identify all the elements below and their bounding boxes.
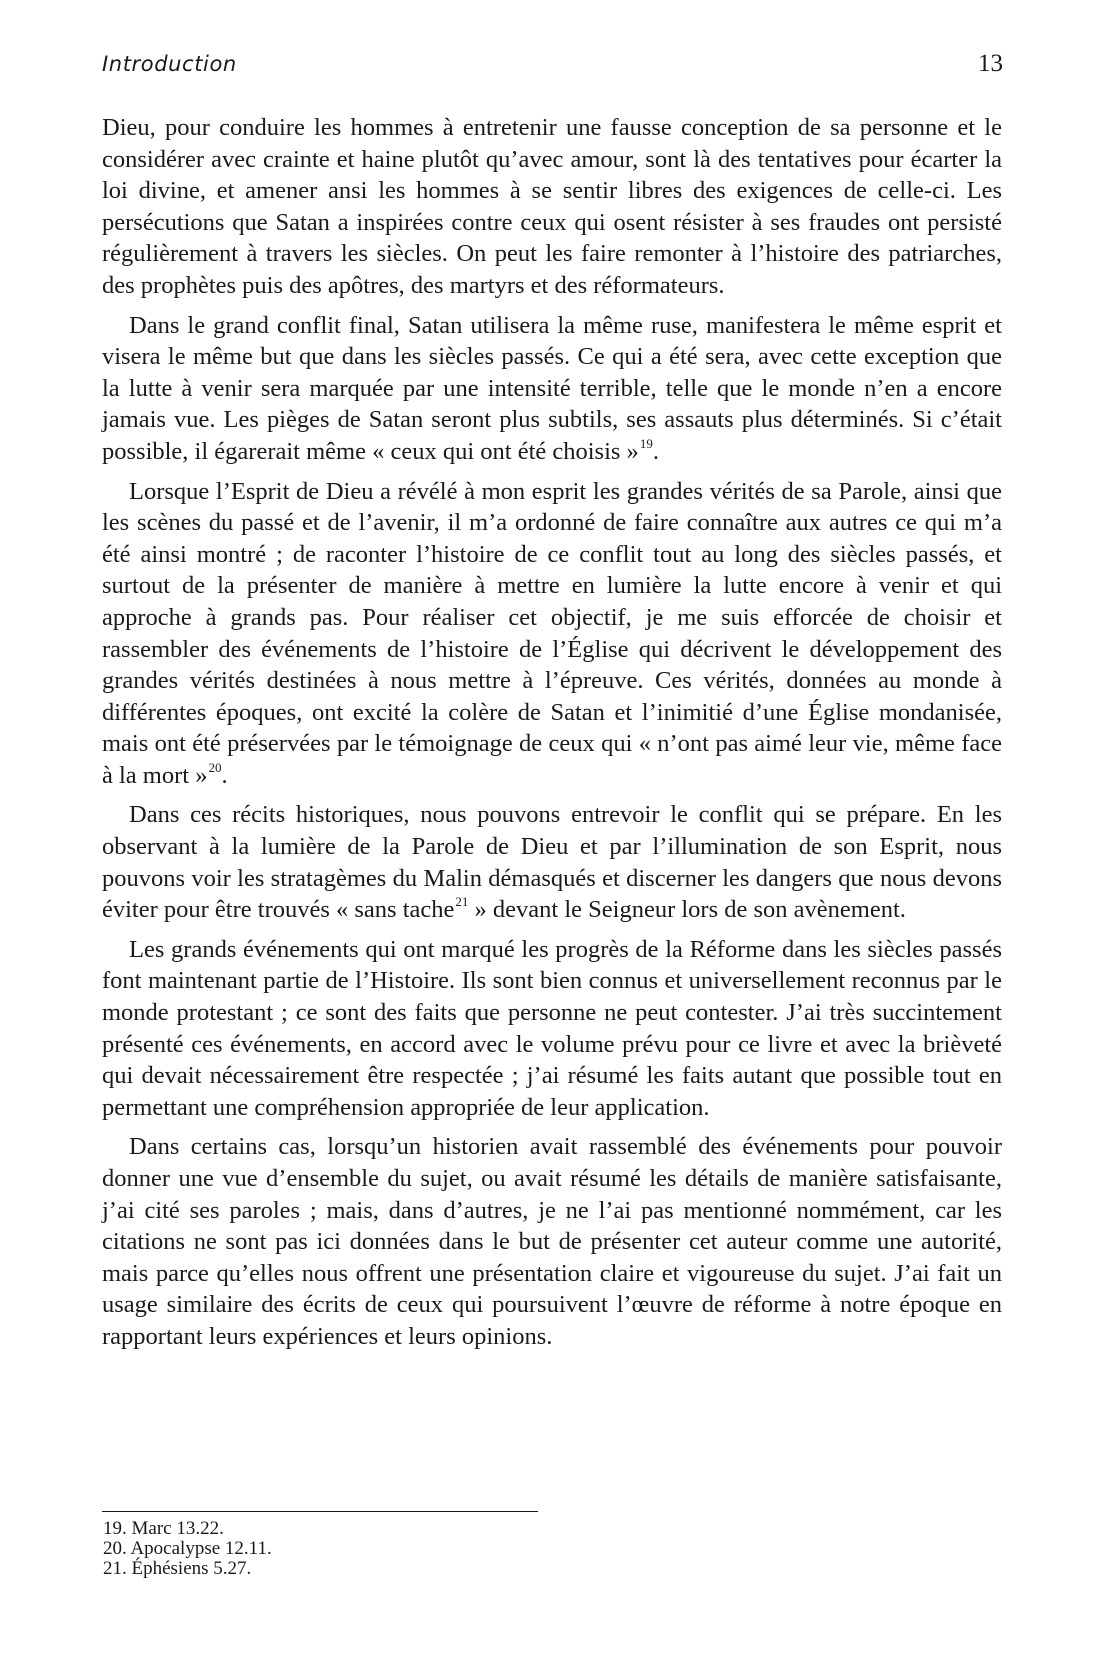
footnote-reference[interactable]: 21 bbox=[455, 894, 469, 910]
paragraph-text: » devant le Seigneur lors de son avènement. bbox=[468, 896, 906, 924]
body-text bbox=[102, 112, 1002, 1361]
paragraph-text: . bbox=[652, 437, 659, 465]
paragraph-text: . bbox=[221, 761, 228, 789]
footnote: 21. Éphésiens 5.27. bbox=[103, 1558, 252, 1579]
footnote-reference[interactable]: 20 bbox=[208, 759, 222, 775]
paragraph-text: Dans ces récits historiques, nous pouvons entrevoir le conflit qui se prépare. En les observant à la lumière de la Parole de Dieu et par l’illumination de son Esprit, nous pouvons voir les stratagèmes du Malin démasqués et discerner les dangers que nous devons éviter pour être trouvés « sans tache bbox=[102, 801, 1002, 924]
page-number: 13 bbox=[978, 50, 1003, 77]
paragraph-text: Dans certains cas, lorsqu’un historien avait rassemblé des événements pour pouvoir donner une vue d’ensemble du sujet, ou avait résumé les détails de manière satisfaisante, j’ai cité ses paroles ; mais, dans d’autres, je ne l’ai pas mentionné nommément, car les citations ne sont pas ici données dans le but de présenter cet auteur comme une autorité, mais parce qu’elles nous offrent une présentation claire et vigoureuse du sujet. J’ai fait un usage similaire des écrits de ceux qui poursuivent l’œuvre de réforme à notre époque en rapportant leurs expériences et leurs opinions. bbox=[102, 1133, 1002, 1350]
footnote: 19. Marc 13.22. bbox=[103, 1518, 224, 1539]
paragraph bbox=[102, 934, 1002, 1124]
section-title: Introduction bbox=[102, 52, 237, 76]
running-header bbox=[102, 50, 1003, 82]
footnote: 20. Apocalypse 12.11. bbox=[103, 1538, 272, 1559]
footnote-reference[interactable]: 19 bbox=[639, 435, 653, 451]
paragraph bbox=[102, 112, 1002, 302]
paragraph-text: Dans le grand conflit final, Satan utilisera la même ruse, manifestera le même esprit et visera le même but que dans les siècles passés. Ce qui a été sera, avec cette exception que la lutte à venir sera marquée par une intensité terrible, telle que le monde n’en a encore jamais vue. Les pièges de Satan seront plus subtils, ses assauts plus déterminés. Si c’était possible, il égarerait même « ceux qui ont été choisis » bbox=[102, 311, 1002, 465]
paragraph bbox=[102, 476, 1002, 792]
paragraph-text: Dieu, pour conduire les hommes à entretenir une fausse conception de sa personne et le considérer avec crainte et haine plutôt qu’avec amour, sont là des tentatives pour écarter la loi divine, et amener ansi les hommes à se sentir libres des exigences de celle-ci. Les persécutions que Satan a inspirées contre ceux qui osent résister à ses fraudes ont persisté régulièrement à travers les siècles. On peut les faire remonter à l’histoire des patriarches, des prophètes puis des apôtres, des martyrs et des réformateurs. bbox=[102, 114, 1002, 299]
footnotes bbox=[103, 1519, 703, 1579]
paragraph-text: Les grands événements qui ont marqué les progrès de la Réforme dans les siècles passés font maintenant partie de l’Histoire. Ils sont bien connus et universellement reconnus par le monde protestant ; ce sont des faits que personne ne peut contester. J’ai très succintement présenté ces événements, en accord avec le volume prévu pour ce livre et avec la brièveté qui devait nécessairement être respectée ; j’ai résumé les faits autant que possible tout en permettant une compréhension appropriée de leur application. bbox=[102, 935, 1002, 1121]
paragraph bbox=[102, 1131, 1002, 1352]
footnote-divider bbox=[102, 1511, 538, 1512]
paragraph bbox=[102, 310, 1002, 468]
paragraph-text: Lorsque l’Esprit de Dieu a révélé à mon esprit les grandes vérités de sa Parole, ainsi que les scènes du passé et de l’avenir, il m’a ordonné de faire connaître aux autres ce qui m’a été ainsi montré ; de raconter l’histoire de ce conflit tout au long des siècles passés, et surtout de la présenter de manière à mettre en lumière la lutte encore à venir et qui approche à grands pas. Pour réaliser cet objectif, je me suis efforcée de choisir et rassembler des événements de l’histoire de l’Église qui décrivent le développement des grandes vérités destinées à nous mettre à l’épreuve. Ces vérités, données au monde à différentes époques, ont excité la colère de Satan et l’inimitié d’une Église mondanisée, mais ont été préservées par le témoignage de ceux qui « n’ont pas aimé leur vie, même face à la mort » bbox=[102, 477, 1002, 789]
paragraph bbox=[102, 799, 1002, 925]
